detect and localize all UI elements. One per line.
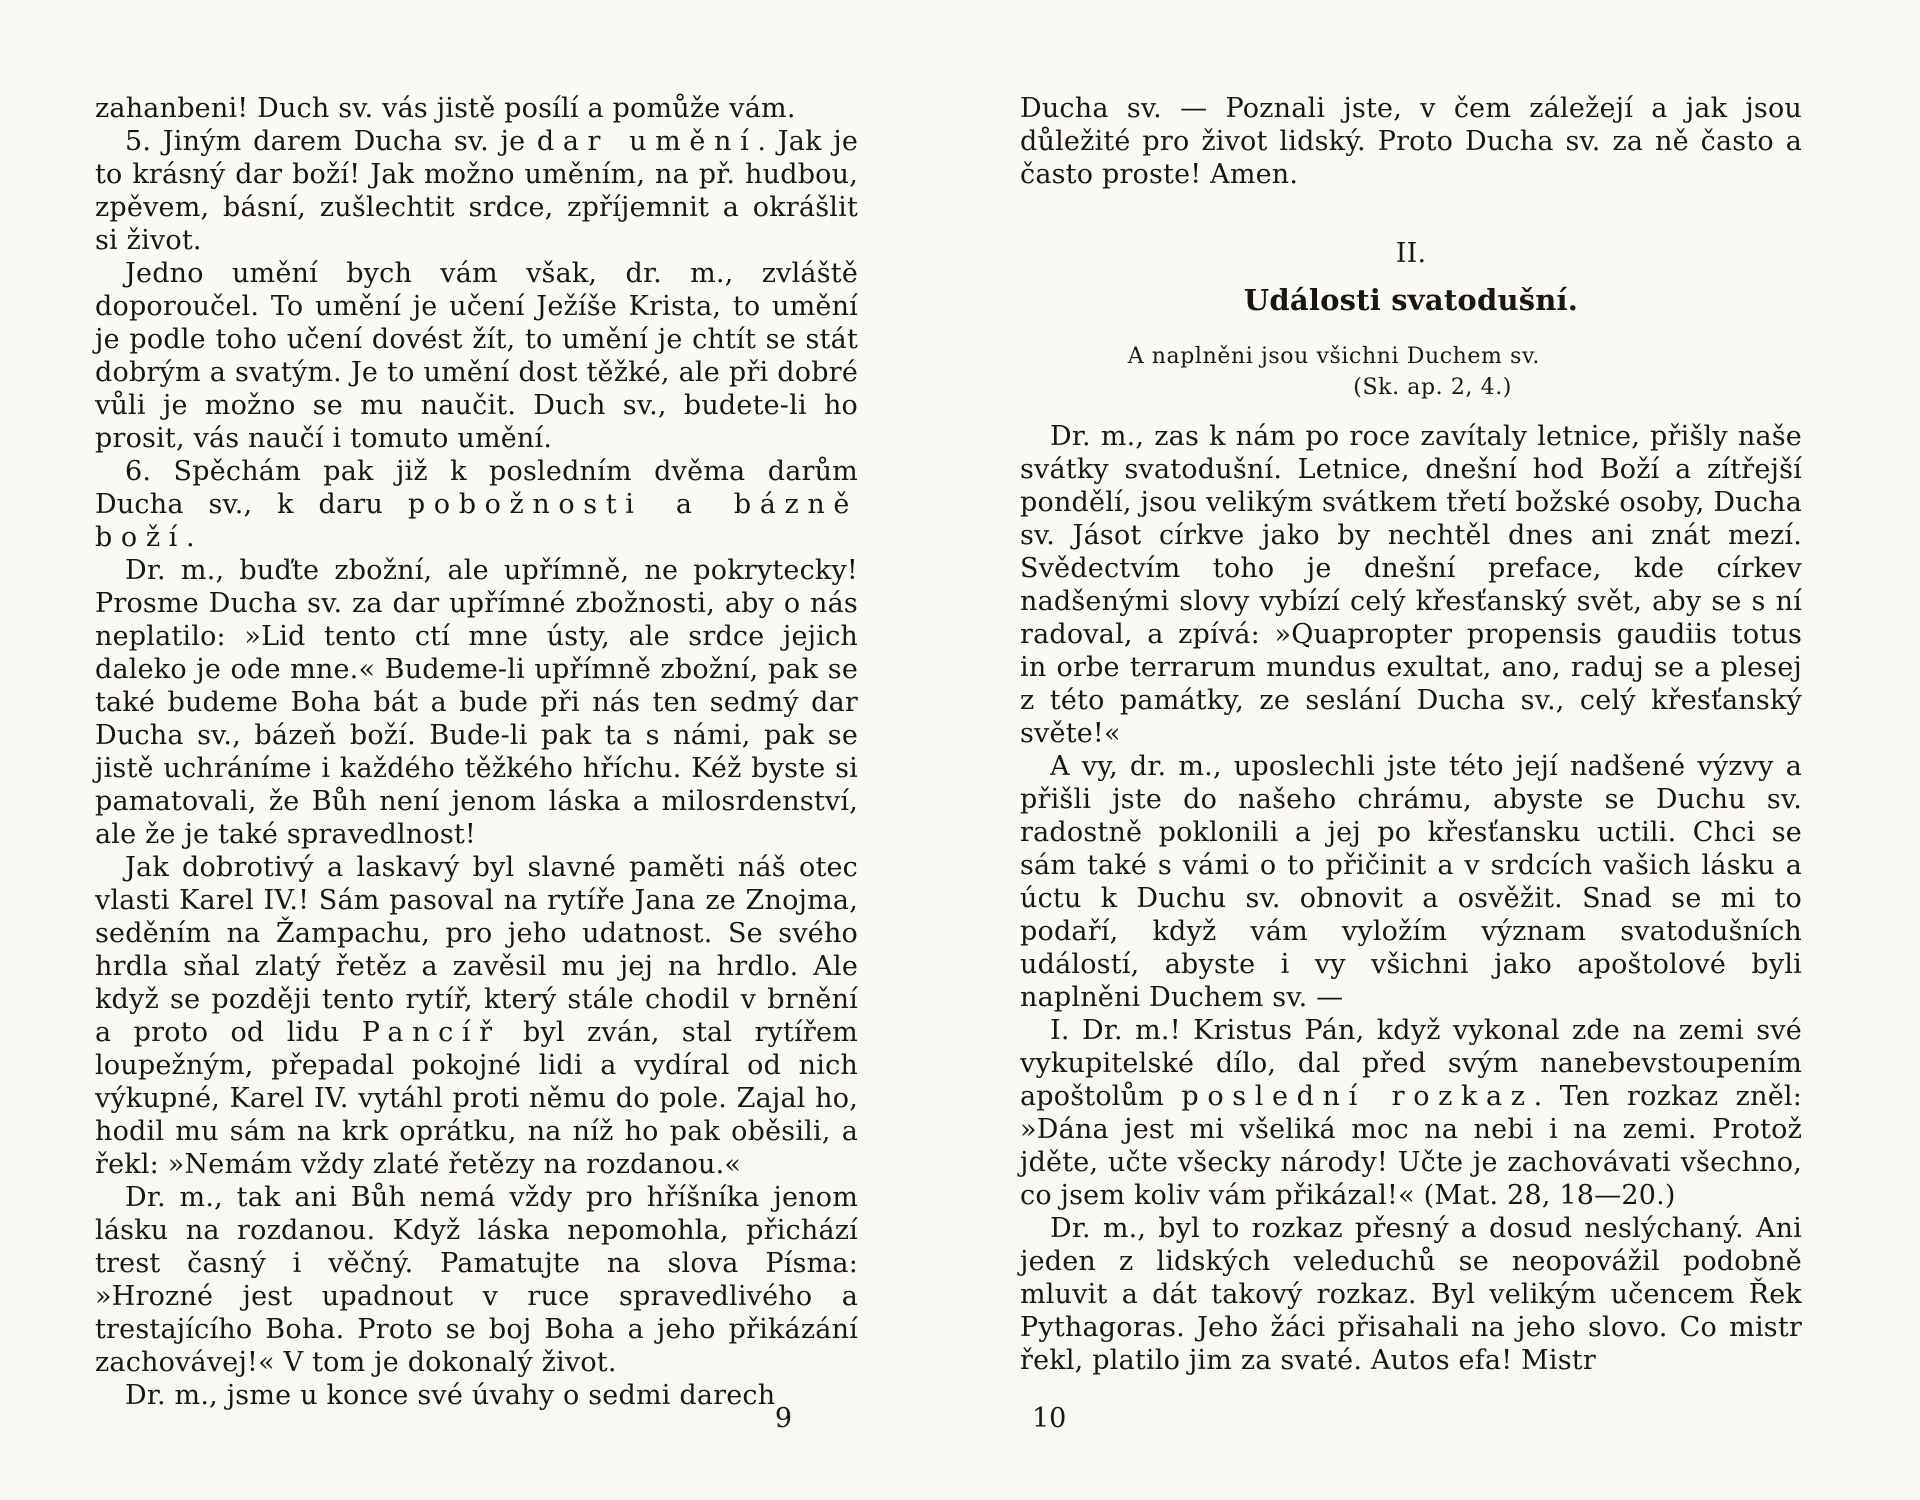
paragraph bbox=[95, 257, 858, 455]
text-run: Dr. m., buďte zbožní, ale upřímně, ne pokrytecky! Prosme Ducha sv. za dar upřímné zbožnosti, aby o nás neplatilo: »Lid tento ctí mne ústy, ale srdce jejich daleko je ode mne.« Budeme-li upřímně zbožní, pak se také budeme Boha bát a bude při nás ten sedmý dar Ducha sv., bázeň boží. Bude-li pak ta s námi, pak se jistě uchráníme i každého těžkého hříchu. Kéž byste si pamatovali, že Bůh není jenom láska a milosrdenství, ale že je také spravedlnost! bbox=[95, 555, 858, 850]
text-run: Dr. m., tak ani Bůh nemá vždy pro hříšníka jenom lásku na rozdanou. Když láska nepomohla, přichází trest časný i věčný. Pamatujte na slova Písma: »Hrozné jest upadnout v ruce spravedlivého a trestajícího Boha. Proto se boj Boha a jeho přikázání zachovávej!« V tom je dokonalý život. bbox=[95, 1182, 858, 1378]
left-page bbox=[95, 92, 858, 1412]
paragraph bbox=[1020, 1014, 1802, 1212]
paragraph bbox=[95, 851, 858, 1181]
text-run: . Ten rozkaz zněl: »Dána jest mi všeliká moc na nebi i na zemi. Protož jděte, učte všecky národy! Učte je zachovávati všechno, co jsem koliv vám přikázal!« (Mat. 28, 18—20.) bbox=[1020, 1081, 1802, 1211]
text-run: Jedno umění bych vám však, dr. m., zvláště doporoučel. To umění je učení Ježíše Krista, to umění je podle toho učení dovést žít, to umění je chtít se stát dobrým a svatým. Je to umění dost těžké, ale při dobré vůli je možno se mu naučit. Duch sv., budete-li ho prosit, vás naučí i tomuto umění. bbox=[95, 258, 858, 454]
paragraph bbox=[95, 125, 858, 257]
left-page-text bbox=[95, 92, 858, 1412]
letterspaced-emphasis: poslední rozkaz bbox=[1181, 1081, 1534, 1112]
paragraph bbox=[95, 92, 858, 125]
text-run: Dr. m., jsme u konce své úvahy o sedmi darech bbox=[125, 1380, 776, 1411]
text-run: zahanbeni! Duch sv. vás jistě posílí a pomůže vám. bbox=[95, 93, 796, 124]
chapter-numeral: II. bbox=[1395, 238, 1427, 269]
paragraph bbox=[1020, 1212, 1802, 1377]
text-run: byl zván, stal rytířem loupežným, přepadal pokojné lidi a vydíral od nich výkupné, Karel IV. vytáhl proti němu do pole. Zajal ho, hodil mu sám na krk oprátku, na níž ho pak oběsili, a řekl: »Nemám vždy zlaté řetězy na rozdanou.« bbox=[95, 1017, 858, 1180]
text-run: Dr. m., zas k nám po roce zavítaly letnice, přišly naše svátky svatodušní. Letnice, dnešní hod Boží a zítřejší pondělí, jsou velikým svátkem třetí božské osoby, Ducha sv. Jásot církve jako by nechtěl dnes ani znát mezí. Svědectvím toho je dnešní preface, kde církev nadšenými slovy vybízí celý křesťanský svět, aby se s ní radoval, a zpívá: »Quapropter propensis gaudiis totus in orbe terrarum mundus exultat, ano, raduj se a plesej z této památky, ze seslání Ducha sv., celý křesťanský světe!« bbox=[1020, 421, 1802, 749]
paragraph bbox=[1020, 750, 1802, 1014]
chapter-epigraph bbox=[1020, 341, 1802, 403]
epigraph-verse: A naplněni jsou všichni Duchem sv. bbox=[1127, 344, 1540, 369]
letterspaced-emphasis: pobožnosti a bázně boží bbox=[95, 489, 859, 553]
text-run: 6. Spěchám pak již k posledním dvěma darům Ducha sv., k daru bbox=[95, 456, 858, 520]
paragraph bbox=[1020, 420, 1802, 750]
epigraph-source: (Sk. ap. 2, 4.) bbox=[1353, 375, 1512, 400]
paragraph bbox=[95, 455, 858, 554]
text-run: I. Dr. m.! Kristus Pán, když vykonal zde na zemi své vykupitelské dílo, dal před svým nanebevstoupením apoštolům bbox=[1020, 1015, 1802, 1112]
paragraph bbox=[95, 554, 858, 851]
chapter-title: Události svatodušní. bbox=[1243, 283, 1579, 317]
text-run: 5. Jiným darem Ducha sv. je bbox=[125, 126, 537, 157]
letterspaced-emphasis: Pancíř bbox=[361, 1017, 501, 1048]
paragraph bbox=[95, 1181, 858, 1379]
right-page-text bbox=[1020, 420, 1802, 1377]
text-run: . Jak je to krásný dar boží! Jak možno uměním, na př. hudbou, zpěvem, básní, zušlechtit srdce, zpříjemnit a okrášlit si život. bbox=[95, 126, 858, 256]
text-run: Jak dobrotivý a laskavý byl slavné paměti náš otec vlasti Karel IV.! Sám pasoval na rytíře Jana ze Znojma, seděním na Žampachu, pro jeho udatnost. Se svého hrdla sňal zlatý řetěz a zavěsil mu jej na hrdlo. Ale když se později tento rytíř, který stále chodil v brnění a proto od lidu bbox=[95, 852, 858, 1048]
text-run: Ducha sv. — Poznali jste, v čem záležejí a jak jsou důležité pro život lidský. Proto Ducha sv. za ně často a často proste! Amen. bbox=[1020, 93, 1802, 190]
right-page bbox=[1020, 92, 1802, 1377]
text-run: Dr. m., byl to rozkaz přesný a dosud neslýchaný. Ani jeden z lidských veleduchů se neopovážil podobně mluvit a dát takový rozkaz. Byl velikým učencem Řek Pythagoras. Jeho žáci přisahali na jeho slovo. Co mistr řekl, platilo jim za svaté. Autos efa! Mistr bbox=[1020, 1213, 1802, 1376]
text-run: A vy, dr. m., uposlechli jste této její nadšené výzvy a přišli jste do našeho chrámu, abyste se Duchu sv. radostně poklonili a jej po křesťansku uctili. Chci se sám také s vámi o to přičinit a v srdcích vašich lásku a úctu k Duchu sv. obnovit a osvěžit. Snad se mi to podaří, když vám vyložím význam svatodušních událostí, abyste i vy všichni jako apoštolové byli naplněni Duchem sv. — bbox=[1020, 751, 1802, 1013]
page-number-left: 9 bbox=[774, 1403, 792, 1434]
text-run: . bbox=[185, 522, 195, 553]
page-number-right: 10 bbox=[1032, 1403, 1067, 1434]
chapter-heading bbox=[1020, 237, 1802, 403]
right-page-intro-text bbox=[1020, 92, 1802, 191]
letterspaced-emphasis: dar umění bbox=[536, 126, 758, 157]
paragraph bbox=[1020, 92, 1802, 191]
